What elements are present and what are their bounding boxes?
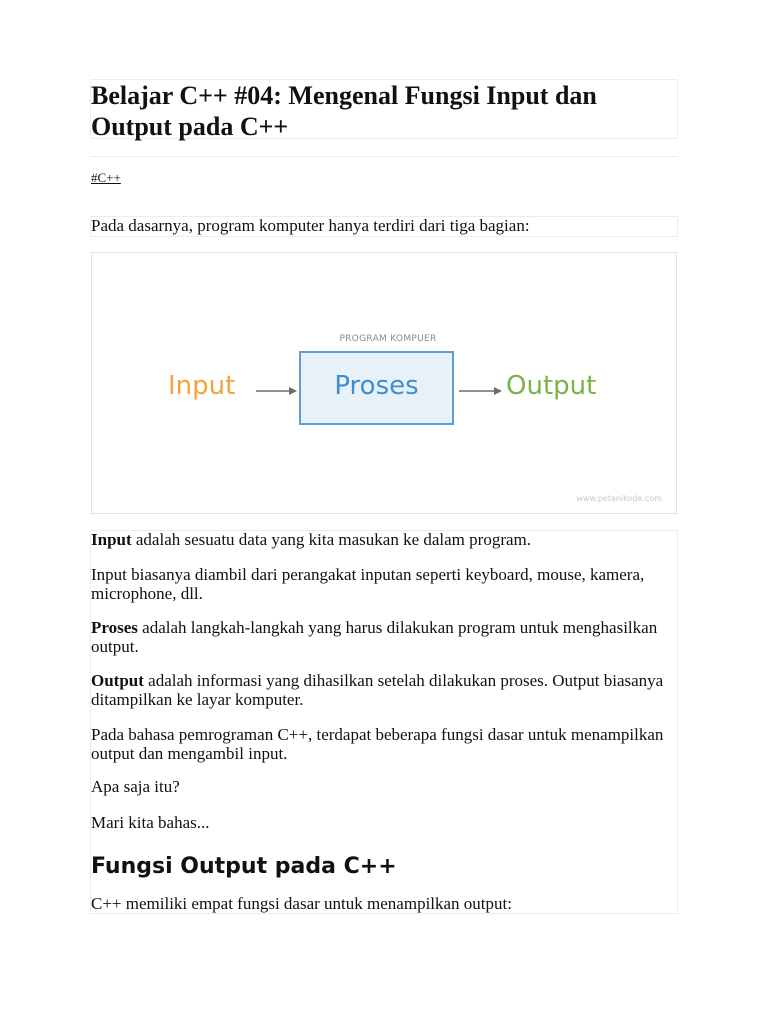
paragraph-input-text: adalah sesuatu data yang kita masukan ke dalam program. xyxy=(135,530,531,549)
article-title: Belajar C++ #04: Mengenal Fungsi Input dan Output pada C++ xyxy=(91,81,597,141)
term-output: Output xyxy=(91,671,144,690)
term-input: Input xyxy=(91,530,132,549)
diagram-output-label: Output xyxy=(506,371,597,401)
paragraph-process-text: adalah langkah-langkah yang harus dilakukan program untuk menghasilkan output. xyxy=(91,618,658,656)
diagram-caption: PROGRAM KOMPUER xyxy=(339,334,437,344)
paragraph-lets-discuss: Mari kita bahas... xyxy=(91,813,210,832)
intro-paragraph: Pada dasarnya, program komputer hanya terdiri dari tiga bagian: xyxy=(91,216,530,235)
paragraph-question: Apa saja itu? xyxy=(91,777,180,796)
arrow-process-to-output xyxy=(459,387,502,395)
paragraph-process xyxy=(91,619,677,656)
section-heading: Fungsi Output pada C++ xyxy=(91,854,397,879)
diagram-credit: www.petanikode.com xyxy=(576,494,662,503)
tag-link[interactable]: #C++ xyxy=(91,170,121,185)
paragraph-output-text: adalah informasi yang dihasilkan setelah dilakukan proses. Output biasanya ditampilkan ke layar komputer. xyxy=(91,671,664,709)
paragraph-output-functions: C++ memiliki empat fungsi dasar untuk menampilkan output: xyxy=(91,894,512,913)
diagram-input-label: Input xyxy=(168,371,236,401)
diagram-process-label: Proses xyxy=(334,371,419,401)
term-process: Proses xyxy=(91,618,138,637)
paragraph-output xyxy=(91,672,677,709)
arrow-input-to-process xyxy=(256,387,297,395)
title-divider xyxy=(90,156,678,157)
paragraph-input-devices: Input biasanya diambil dari perangakat inputan seperti keyboard, mouse, kamera, microphone, dll. xyxy=(91,565,645,603)
diagram-process-box xyxy=(299,351,454,425)
paragraph-cpp-functions: Pada bahasa pemrograman C++, terdapat beberapa fungsi dasar untuk menampilkan output dan mengambil input. xyxy=(91,725,664,763)
paragraph-input xyxy=(91,531,677,550)
program-diagram xyxy=(91,252,677,514)
